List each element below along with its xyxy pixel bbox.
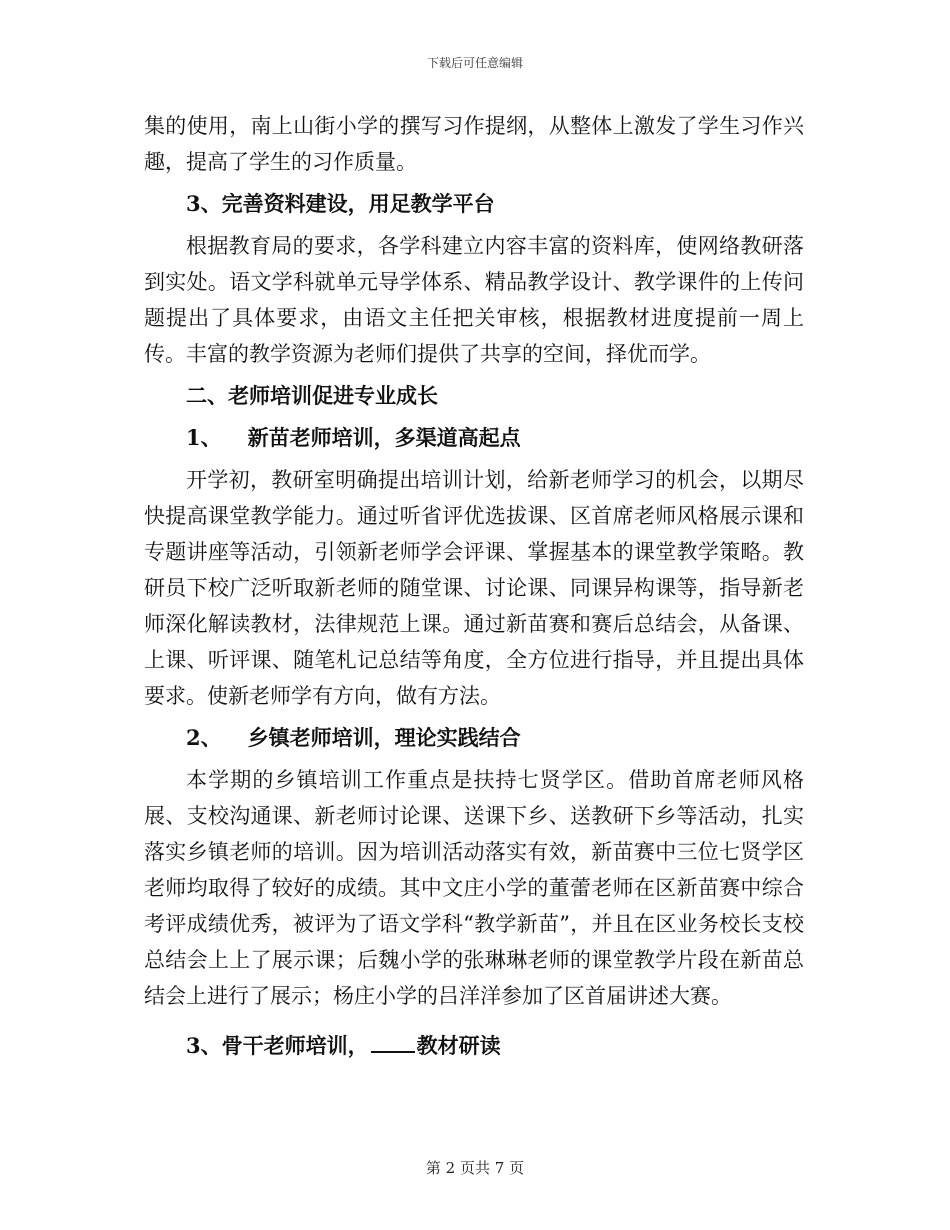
subsection-title: 新苗老师培训，多渠道高起点 (247, 425, 521, 450)
paragraph-new-teachers: 开学初，教研室明确提出培训计划，给新老师学习的机会，以期尽快提高课堂教学能力。通过听省评优选拔课、区首席老师风格展示课和专题讲座等活动，引领新老师学会评课、掌握基本的课堂教学策略。教研员下校广泛听取新老师的随堂课、讨论课、同课异构课等，指导新老师深化解读教材，法律规范上课。通过新苗赛和赛后总结会，从备课、上课、听评课、随笔札记总结等角度，全方位进行指导，并且提出具体要求。使新老师学有方向，做有方法。 (144, 468, 804, 708)
section-heading-training: 二、老师培训促进专业成长 (186, 383, 438, 408)
paragraph-resources: 根据教育局的要求，各学科建立内容丰富的资料库，使网络教研落到实处。语文学科就单元导学体系、精品教学设计、教学课件的上传问题提出了具体要求，由语文主任把关审核，根据教材进度提前一周上传。丰富的教学资源为老师们提供了共享的空间，择优而学。 (144, 234, 804, 366)
subsection-title-start: 3、骨干老师培训， (186, 1033, 369, 1058)
subsection-heading-1 (144, 420, 804, 456)
subsection-heading-2 (144, 720, 804, 756)
paragraph-township-teachers: 本学期的乡镇培训工作重点是扶持七贤学区。借助首席老师风格展、支校沟通课、新老师讨论课、送课下乡、送教研下乡等活动，扎实落实乡镇老师的培训。因为培训活动落实有效，新苗赛中三位七贤学区老师均取得了较好的成绩。其中文庄小学的董蕾老师在区新苗赛中综合考评成绩优秀，被评为了语文学科“教学新苗”，并且在区业务校长支校总结会上上了展示课；后魏小学的张琳琳老师的课堂教学片段在新苗总结会上进行了展示；杨庄小学的吕洋洋参加了区首届讲述大赛。 (144, 768, 804, 1008)
page-header: 下载后可任意编辑 (426, 56, 523, 70)
subsection-title-end: 教材研读 (416, 1033, 501, 1058)
subsection-heading-3 (144, 1028, 804, 1064)
section-heading-3: 3、完善资料建设，用足教学平台 (186, 191, 495, 216)
subsection-title: 乡镇老师培训，理论实践结合 (247, 725, 521, 750)
subsection-number: 1、 (186, 425, 222, 450)
blank-underline (371, 1031, 415, 1053)
paragraph-continued: 集的使用，南上山街小学的撰写习作提纲，从整体上激发了学生习作兴趣，提高了学生的习作质量。 (144, 114, 804, 174)
subsection-number: 2、 (186, 725, 222, 750)
page-footer: 第 2 页共 7 页 (425, 1159, 525, 1177)
page-content (144, 108, 804, 1064)
